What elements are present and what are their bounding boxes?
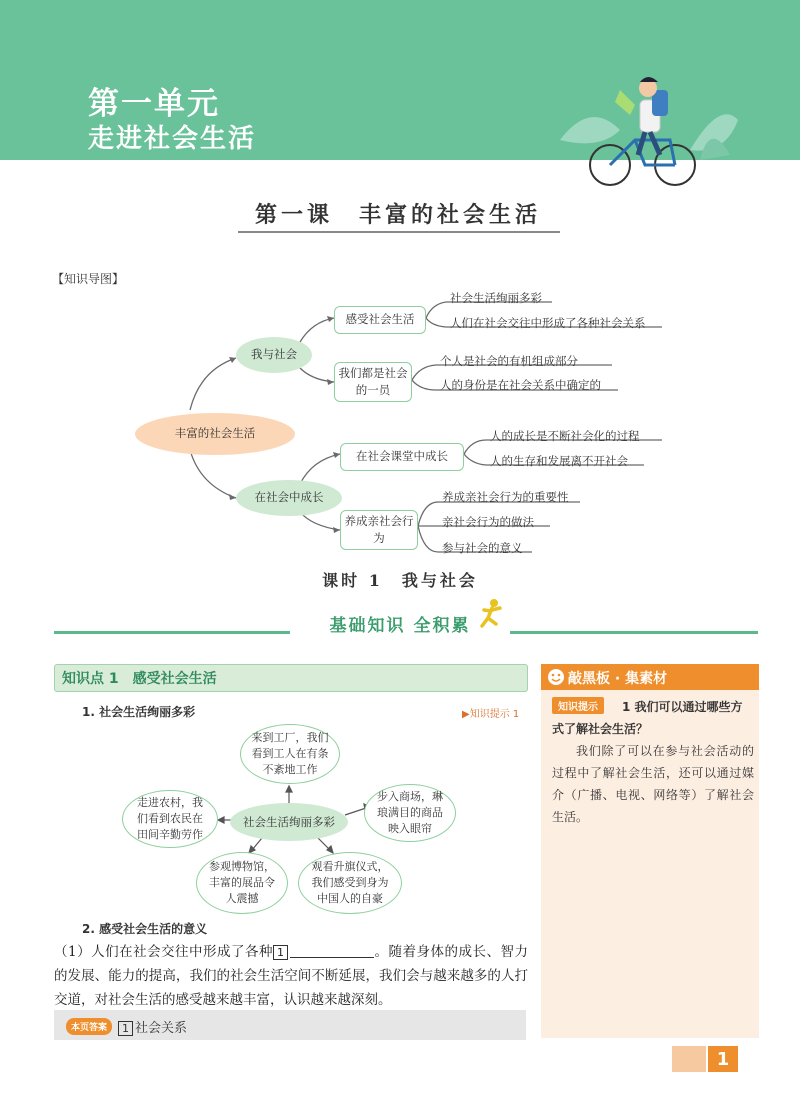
arrowhead bbox=[218, 817, 224, 823]
arrowhead bbox=[286, 786, 292, 792]
knowledge-hint-link[interactable]: ▶知识提示 1 bbox=[462, 709, 520, 720]
page-number: 1 bbox=[708, 1046, 738, 1072]
mindmap-leaf: 人的成长是不断社会化的过程 bbox=[490, 429, 640, 443]
mindmap-leaf: 社会生活绚丽多彩 bbox=[450, 291, 542, 305]
bubble-factory: 来到工厂，我们看到工人在有条不紊地工作 bbox=[240, 724, 340, 784]
mindmap-box-prosocial: 养成亲社会行为 bbox=[340, 510, 418, 550]
bubble-flag-ceremony: 观看升旗仪式，我们感受到身为中国人的自豪 bbox=[298, 852, 402, 914]
mindmap-leaf: 参与社会的意义 bbox=[442, 541, 523, 555]
answer-value: 社会关系 bbox=[135, 1021, 188, 1036]
answer-text bbox=[118, 1017, 187, 1036]
bubble-center: 社会生活绚丽多彩 bbox=[230, 803, 348, 841]
mindmap-leaf: 亲社会行为的做法 bbox=[442, 515, 534, 529]
mindmap-leaf: 人的生存和发展离不开社会 bbox=[490, 454, 628, 468]
mindmap-leaf: 个人是社会的有机组成部分 bbox=[440, 354, 578, 368]
mindmap-branch-2: 在社会中成长 bbox=[236, 480, 342, 516]
knowledge-point-label: 知识点 1 感受社会生活 bbox=[62, 671, 217, 687]
mindmap-leaf: 人的身份是在社会关系中确定的 bbox=[440, 378, 601, 392]
blank-number: 1 bbox=[273, 945, 288, 960]
mindmap-heading: 【知识导图】 bbox=[52, 272, 125, 286]
period-title: 课时 1 我与社会 bbox=[322, 571, 478, 590]
arrowhead bbox=[327, 846, 333, 853]
side-body: 我们除了可以在参与社会活动的过程中了解社会生活，还可以通过媒介（广播、电视、网络等）了解社会生活。 bbox=[552, 744, 754, 824]
side-hint-tag: 知识提示 bbox=[552, 697, 604, 714]
mindmap-root: 丰富的社会生活 bbox=[135, 413, 295, 455]
unit-subtitle: 走进社会生活 bbox=[88, 124, 257, 154]
bubble-mall: 步入商场，琳琅满目的商品映入眼帘 bbox=[364, 784, 456, 842]
answer-tag: 本页答案 bbox=[66, 1018, 112, 1035]
lesson-title: 第一课 丰富的社会生活 bbox=[254, 202, 541, 228]
mindmap-box-member: 我们都是社会的一员 bbox=[334, 362, 412, 402]
answer-number: 1 bbox=[118, 1021, 133, 1036]
paragraph-part-1: （1）人们在社会交往中形成了各种 bbox=[54, 944, 274, 960]
mindmap-box-grow: 在社会课堂中成长 bbox=[340, 443, 464, 471]
paragraph-meaning bbox=[54, 940, 528, 1012]
mindmap-leaf: 人们在社会交往中形成了各种社会关系 bbox=[450, 316, 646, 330]
mindmap-box-feel-life: 感受社会生活 bbox=[334, 306, 426, 334]
bubble-village: 走进农村，我们看到农民在田间辛勤劳作 bbox=[122, 790, 218, 848]
unit-title: 第一单元 bbox=[88, 86, 220, 122]
subheading-colorful-life: 1. 社会生活绚丽多彩 bbox=[82, 705, 196, 719]
side-question: 1 我们可以通过哪些方式了解社会生活？ bbox=[552, 700, 743, 736]
subheading-meaning: 2. 感受社会生活的意义 bbox=[82, 922, 208, 936]
mindmap-leaf: 养成亲社会行为的重要性 bbox=[442, 490, 569, 504]
mindmap-branch-1: 我与社会 bbox=[236, 337, 312, 373]
section-title: 基础知识 全积累 bbox=[329, 616, 471, 636]
fill-in-blank[interactable] bbox=[290, 941, 374, 958]
side-panel-title: 敲黑板 · 集素材 bbox=[568, 671, 668, 687]
smile-icon bbox=[546, 667, 566, 687]
bubble-museum: 参观博物馆，丰富的展品令人震撼 bbox=[196, 852, 288, 914]
bubble-arrow-right bbox=[345, 808, 366, 815]
paragraph-part-2: 。随着身体的成长、智力的发展、能力的提高，我们的社会生活空间不断延展，我们会与越来越多的人打交道，对社会生活的感受越来越丰富，认识越来越深刻。 bbox=[54, 944, 529, 1008]
page-number-decoration bbox=[672, 1046, 706, 1072]
